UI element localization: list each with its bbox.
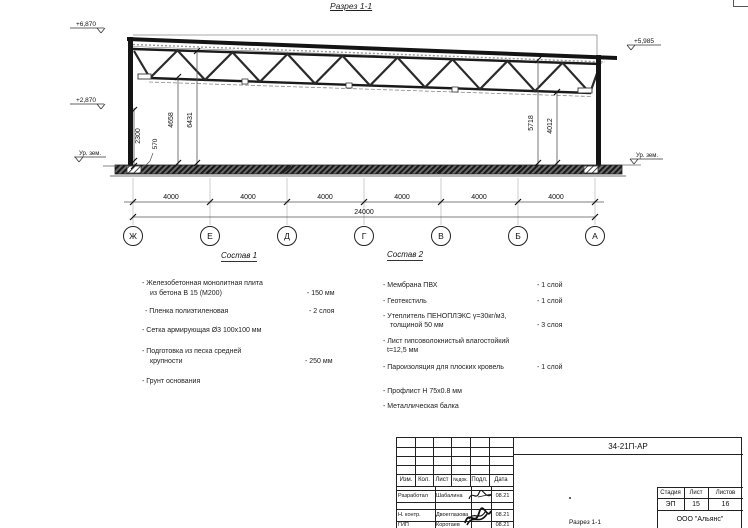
list-item: - Утеплитель ПЕНОПЛЭКС γ=30кг/м3, [383,313,507,320]
axis-e [201,227,220,246]
axis-label: Е [207,231,213,241]
list-item: - Мембрана ПВХ [383,282,438,289]
ground-left-label: Ур. зем. [78,151,102,157]
list-item: - Металлическая балка [383,403,459,410]
list-item-value: - 150 мм [307,290,335,297]
list-item-value: - 1 слой [537,282,563,289]
list-item: - Пленка полиэтиленовая [145,308,229,315]
section-title: Разрез 1-1 [330,1,373,11]
list-item: - Грунт основания [142,378,201,385]
ground-level-left [74,151,106,162]
list-item: - Профлист Н 75х0.8 мм [383,388,462,395]
date-gip: 08.21 [495,522,510,528]
sheet-number: 15 [692,500,700,508]
axis-label: Д [284,231,290,241]
sheet-header: Лист [689,489,703,496]
span-dim: 4000 [240,194,256,201]
level-top-left [70,21,105,33]
list-item: - Пароизоляция для плоских кровель [383,364,504,371]
dimensions-left [131,48,200,169]
dimensions-bottom [124,178,604,225]
dim-6431: 6431 [187,112,194,128]
section-drawing [0,0,748,262]
list-item-value: - 1 слой [537,364,563,371]
axis-b [509,227,528,246]
name-gip: Коротаев [436,522,460,528]
list-item: - Сетка армирующая Ø3 100х100 мм [142,327,262,334]
list-item: - Железобетонная монолитная плита [142,280,263,287]
dim-5718: 5718 [528,115,535,131]
sostav-1-heading: Состав 1 [221,251,258,260]
title-block [396,437,742,528]
span-dim: 4000 [548,194,564,201]
col-podl: Подл. [471,477,488,483]
right-column [596,55,601,167]
axis-label: Ж [129,231,137,241]
axis-d [278,227,297,246]
list-item-value: - 3 слоя [537,322,563,329]
axis-g [355,227,374,246]
list-item: - Геотекстиль [383,298,427,305]
sheets-header: Листов [715,489,736,496]
axis-label: А [592,231,598,241]
axis-v [432,227,451,246]
axis-label: Б [515,231,521,241]
col-kol: Кол. [418,477,430,483]
date-razrabotal: 08.21 [495,493,510,499]
list-item-value: - 2 слоя [309,308,335,315]
dim-2300: 2300 [135,128,142,144]
axis-bubbles [124,227,605,246]
level-mid-left [70,97,105,109]
dim-4012: 4012 [547,118,554,134]
span-dim: 4000 [163,194,179,201]
date-nkontr: 08.21 [495,512,510,518]
floor-slab [103,165,641,176]
col-izm: Изм. [399,477,413,483]
list-item: толщиной 50 мм [390,322,444,329]
level-top-left-label: +6,870 [75,21,97,28]
stage-value: ЭП [665,500,676,508]
col-ndok: №док. [453,477,468,483]
span-dim: 4000 [317,194,333,201]
signature-scribble [461,505,493,528]
list-item: крупности [150,358,183,365]
col-data: Дата [494,477,508,483]
ground-level-right [630,153,663,164]
dim-4658: 4658 [168,112,175,128]
ground-right-label: Ур. зем. [635,153,659,159]
total-dim: 24000 [354,209,374,216]
level-mid-left-label: +2,870 [75,97,97,104]
stray-dot [569,497,571,499]
stage-header: Стадия [660,489,681,496]
list-item: t=12,5 мм [387,347,419,354]
list-item-value: - 1 слой [537,298,563,305]
signature-scribble [467,488,493,503]
list-item: из бетона В 15 (М200) [150,290,222,297]
dimensions-right [528,57,560,166]
doc-code: 34-21П-АР [608,441,648,451]
span-dim: 4000 [394,194,410,201]
company-name: ООО "Альянс" [676,516,724,523]
level-top-right-label: +5,985 [633,38,655,45]
name-nkontr: Двоеглазова [436,512,469,518]
axis-zh [124,227,143,246]
axis-label: Г [361,231,367,241]
sostav-2-heading: Состав 2 [387,250,424,259]
role-razrabotal: Разработал [398,493,428,499]
left-column [128,37,133,167]
level-top-right [627,38,661,50]
name-razrabotal: Шабалина [436,493,463,499]
list-item: - Лист гипсоволокнистый влагостойкий [383,338,510,345]
list-item-value: - 250 мм [305,358,333,365]
stamp-drawing-name: Разрез 1-1 [569,518,601,526]
axis-label: В [438,231,444,241]
dim-570: 570 [152,138,159,150]
col-list: Лист [435,477,449,483]
span-dim: 4000 [471,194,487,201]
axis-a [586,227,605,246]
role-nkontr: Н. контр. [398,512,421,518]
role-gip: ГИП [398,522,409,528]
list-item: - Подготовка из песка средней [142,348,242,355]
sheets-total: 16 [721,500,730,508]
